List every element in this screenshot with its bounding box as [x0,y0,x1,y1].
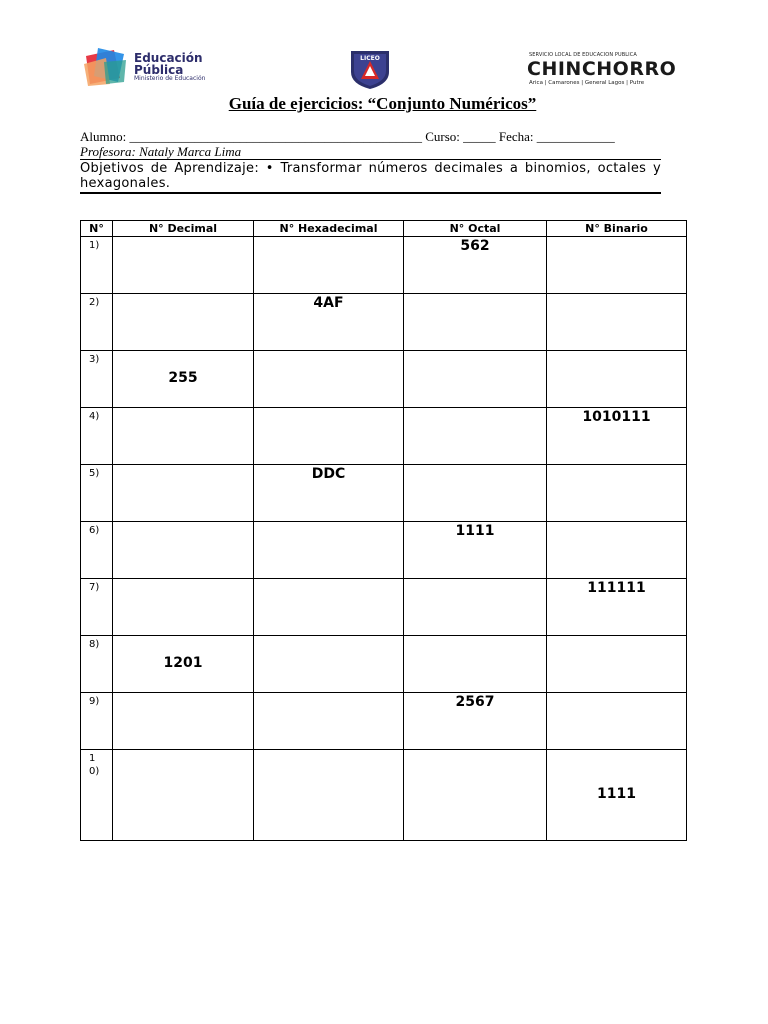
table-row [81,465,687,522]
chinchorro-communes: Arica | Camarones | General Lagos | Putre [529,80,645,86]
octal-cell[interactable] [404,351,547,408]
table-row [81,351,687,408]
header-octal: N° Octal [404,221,547,237]
decimal-value: 255 [168,370,198,386]
divider [80,192,661,194]
row-number: 7) [89,582,100,593]
decimal-cell[interactable] [113,351,254,408]
binary-cell[interactable] [547,465,687,522]
row-number: 2) [89,297,100,308]
decimal-cell[interactable] [113,408,254,465]
row-number-cell [81,408,113,465]
row-number-cell [81,750,113,841]
row-number-cell [81,636,113,693]
row-number-cell [81,351,113,408]
hex-cell[interactable] [254,465,404,522]
hex-cell[interactable] [254,294,404,351]
header-binary: N° Binario [547,221,687,237]
row-number: 9) [89,696,100,707]
octal-value: 2567 [455,694,495,710]
decimal-value: 1201 [163,655,203,671]
chinchorro-name: CHINCHORRO [527,58,677,80]
row-number: 1) [89,240,100,251]
row-number: 8) [89,639,100,650]
binary-cell[interactable] [547,237,687,294]
table-row [81,408,687,465]
binary-value: 111111 [587,580,646,596]
row-number-cell [81,294,113,351]
teacher-line: Profesora: Nataly Marca Lima [80,144,242,159]
row-number-cell [81,465,113,522]
table-row [81,693,687,750]
educacion-publica-mark-icon [84,48,128,86]
header-decimal: N° Decimal [113,221,254,237]
hex-cell[interactable] [254,351,404,408]
binary-cell[interactable] [547,408,687,465]
header-hexadecimal: N° Hexadecimal [254,221,404,237]
octal-cell[interactable] [404,294,547,351]
row-number: 6) [89,525,100,536]
decimal-cell[interactable] [113,579,254,636]
hex-cell[interactable] [254,636,404,693]
hex-cell[interactable] [254,522,404,579]
divider [80,159,661,160]
logo-line2: Pública [134,63,184,77]
page-title: Guía de ejercicios: “Conjunto Numéricos” [228,94,537,113]
decimal-cell[interactable] [113,237,254,294]
row-number-cell [81,522,113,579]
decimal-cell[interactable] [113,693,254,750]
row-number: 4) [89,411,100,422]
decimal-cell[interactable] [113,636,254,693]
liceo-crest [348,48,392,90]
hex-value: DDC [311,466,346,482]
hex-cell[interactable] [254,579,404,636]
decimal-cell[interactable] [113,465,254,522]
hex-cell[interactable] [254,408,404,465]
decimal-cell[interactable] [113,750,254,841]
binary-cell[interactable] [547,636,687,693]
decimal-cell[interactable] [113,294,254,351]
logo-line1: Educación [134,51,203,65]
octal-cell[interactable] [404,750,547,841]
octal-cell[interactable] [404,693,547,750]
octal-cell[interactable] [404,408,547,465]
binary-cell[interactable] [547,522,687,579]
binary-cell[interactable] [547,351,687,408]
logo-line3: Ministerio de Educación [134,75,206,82]
decimal-cell[interactable] [113,522,254,579]
octal-value: 562 [460,238,490,254]
educacion-publica-logo [80,44,220,90]
row-number: 10) [89,753,100,777]
octal-cell[interactable] [404,579,547,636]
octal-cell[interactable] [404,465,547,522]
row-number-cell [81,693,113,750]
learning-objectives: Objetivos de Aprendizaje: • Transformar números decimales a binomios, octales y hexagonales. [80,161,661,191]
binary-value: 1111 [597,786,636,802]
hex-cell[interactable] [254,693,404,750]
octal-cell[interactable] [404,237,547,294]
chinchorro-logo [527,52,697,90]
row-number: 3) [89,354,100,365]
hex-value: 4AF [313,295,344,311]
binary-cell[interactable] [547,294,687,351]
student-course-date-line: Alumno: _____________________________________________ Curso: _____ Fecha: ____________ [80,129,615,144]
crest-label: LICEO [360,55,380,62]
table-row [81,636,687,693]
row-number: 5) [89,468,100,479]
header-number: N° [81,221,113,237]
binary-cell[interactable] [547,750,687,841]
table-row [81,522,687,579]
crest-shield-icon [348,48,392,90]
table-row [81,579,687,636]
row-number-cell [81,579,113,636]
binary-cell[interactable] [547,693,687,750]
octal-cell[interactable] [404,522,547,579]
hex-cell[interactable] [254,237,404,294]
table-row [81,294,687,351]
octal-value: 1111 [455,523,495,539]
octal-cell[interactable] [404,636,547,693]
exercise-table [80,220,687,841]
table-row [81,237,687,294]
chinchorro-service-text: SERVICIO LOCAL DE EDUCACION PUBLICA [529,52,637,58]
table-header-row [81,221,687,237]
row-number-cell [81,237,113,294]
hex-cell[interactable] [254,750,404,841]
table-row [81,750,687,841]
binary-value: 1010111 [582,409,651,425]
binary-cell[interactable] [547,579,687,636]
